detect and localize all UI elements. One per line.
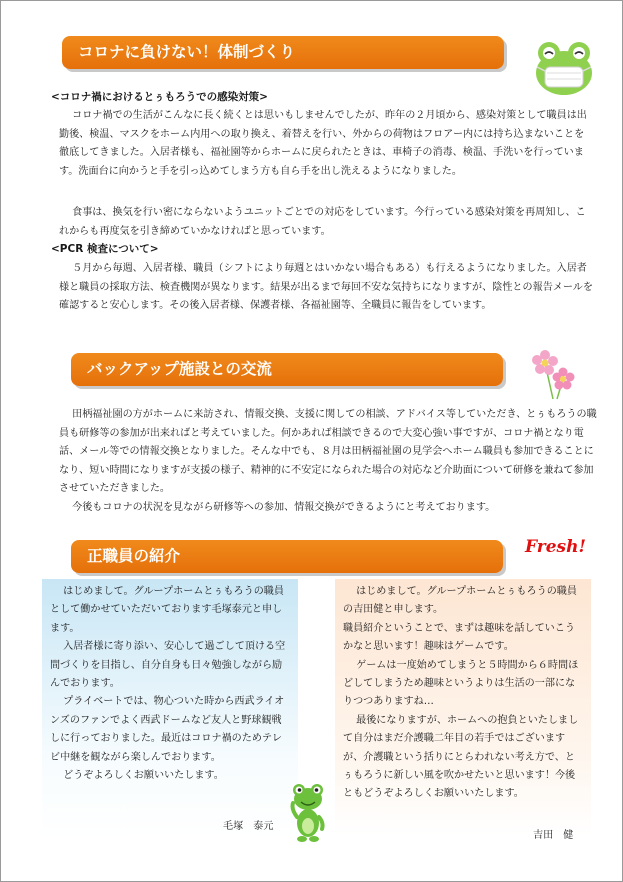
staff-intro-left — [42, 579, 298, 838]
right-intro-p2: 職員紹介ということで、まずは趣味を話していこうかなと思います！趣味はゲームです。 — [343, 622, 575, 653]
left-signature: 毛塚 泰元 — [223, 821, 274, 832]
section-banner-backup: バックアップ施設との交流 — [71, 353, 503, 386]
right-signature: 吉田 健 — [533, 830, 574, 841]
paragraph-pcr: ５月から毎週、入居者様、職員（シフトにより毎週とはいかない場合もある）も行えるようになりました。入居者様と職員の採取方法、検査機関が異なります。結果が出るまで毎回不安な気持ちになりますが、陰性との報告メールを確認すると安心します。その後入居者様、保護者様、各福祉園等、全職員に報告をしています。 — [59, 263, 593, 312]
paragraph-meals: 食事は、換気を行い密にならないようユニットごとでの対応をしています。今行っている感染対策を再周知し、これからも再度気を引き締めていかなければと思っています。 — [59, 207, 586, 237]
right-intro-p1: はじめまして。グループホームとぅもろうの職員の吉田健と申します。 — [343, 586, 577, 616]
frog-illustration — [289, 779, 327, 843]
flower-illustration — [527, 345, 579, 401]
section-banner-corona: コロナに負けない！体制づくり — [62, 36, 504, 69]
subheading-pcr: <PCR 検査について> — [51, 243, 159, 255]
paragraph-infection-control: コロナ禍での生活がこんなに長く続くとは思いもしませんでしたが、昨年の２月頃から、感染対策として職員は出勤後、検温、マスクをホーム内用への取り換え、着替えを行い、外からの荷物はフロアー内には持ち込まないことを徹底してきました。入居者様も、福祉園等からホームに戻られたときは、車椅子の消毒、検温、手洗いを行っています。洗面台に向かうと手を引っ込めてしまう方も自ら手を出し洗えるようになりました。 — [59, 110, 587, 177]
paragraph-backup-exchange: 田柄福祉園の方がホームに来訪され、情報交換、支援に関しての相談、アドバイス等していただき、とぅもろうの職員も研修等の参加が出来ればと考えていました。何かあれば相談できるので大変心強い事ですが、コロナ禍となり電話、メール等での情報交換となりました。そんな中でも、８月は田柄福祉園の見学会へホーム職員も参加できることになり、短い時間になりますが支援の様子、精神的に不安定になられた場合の対応など介助面について研修を兼ねて参加させていただきました。 — [59, 409, 597, 495]
left-intro-p4: どうぞよろしくお願いいたします。 — [63, 770, 224, 782]
paragraph-backup-future: 今後もコロナの状況を見ながら研修等への参加、情報交換ができるようにと考えております。 — [72, 502, 496, 513]
left-intro-p1: はじめまして。グループホームとぅもろうの職員として働かせていただいております毛塚泰元と申します。 — [50, 586, 284, 634]
fresh-label: Fresh! — [525, 537, 586, 557]
right-intro-p4: 最後になりますが、ホームへの抱負といたしまして自分はまだ介護職二年目の若手ではございますが、介護職という括りにとらわれない考え方で、とぅもろうに新しい風を吹かせたいと思います！今後ともどうぞよろしくお願いいたします。 — [343, 714, 579, 800]
section-banner-staff: 正職員の紹介 — [71, 540, 503, 573]
subheading-infection-control: <コロナ禍におけるとぅもろうでの感染対策> — [51, 91, 268, 103]
masked-frog-illustration — [531, 39, 597, 99]
right-intro-p3: ゲームは一度始めてしまうと５時間から６時間ほどしてしまうため趣味というよりは生活の一部になりつつありますね… — [343, 659, 579, 708]
left-intro-p3: プライベートでは、物心ついた時から西武ライオンズのファンでよく西武ドームなど友人と野球観戦しに行っておりました。最近はコロナ禍のためテレビ中継を観ながら楽しんでおります。 — [50, 696, 285, 763]
staff-intro-right — [335, 579, 591, 835]
left-intro-p2: 入居者様に寄り添い、安心して過ごして頂ける空間づくりを目指し、自分自身も日々勉強しながら励んでおります。 — [50, 641, 286, 690]
